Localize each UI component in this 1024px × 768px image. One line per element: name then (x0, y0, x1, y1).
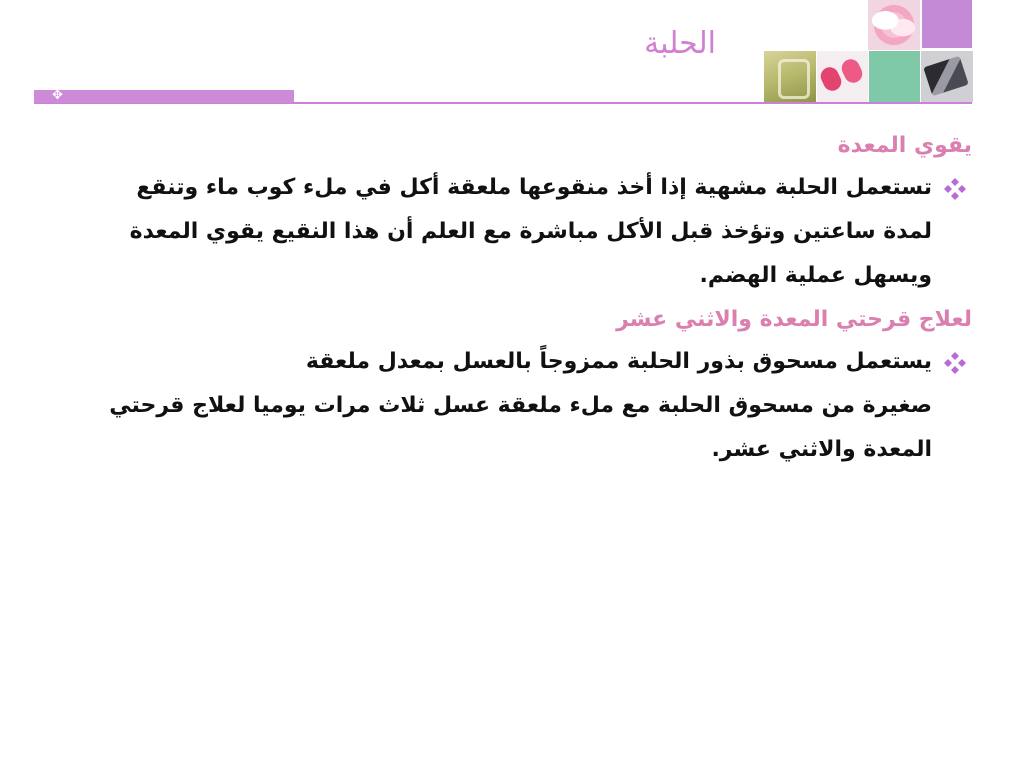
bar-marker-icon: ✥ (52, 88, 63, 103)
header-accent-bar (34, 90, 294, 103)
section-heading-stomach: يقوي المعدة (837, 133, 972, 158)
bullet-item-stomach (92, 166, 972, 298)
four-diamond-bullet-icon (942, 350, 968, 376)
section-heading-ulcer: لعلاج قرحتي المعدة والاثني عشر (616, 307, 972, 332)
perfume-photo-tile (764, 51, 816, 102)
green-color-tile (869, 51, 920, 102)
bullet-item-ulcer (92, 340, 972, 384)
purple-color-tile (922, 0, 972, 48)
slide-title: الحلبة (644, 26, 716, 61)
bullet-continuation-text: صغيرة من مسحوق الحلبة مع ملء ملعقة عسل ثلاث مرات يوميا لعلاج قرحتي المعدة والاثني عشر. (109, 393, 932, 462)
makeup-palette-photo-tile (921, 51, 973, 102)
bullet-text: تستعمل الحلبة مشهية إذا أخذ منقوعها ملعقة أكل في ملء كوب ماء وتنقع لمدة ساعتين وتؤخذ قبل الأكل مباشرة مع العلم أن هذا النقيع يقوي المعدة ويسهل عملية الهضم. (129, 175, 932, 288)
bullet-text: يستعمل مسحوق بذور الحلبة ممزوجاً بالعسل بمعدل ملعقة (305, 349, 932, 374)
flower-photo-tile (868, 0, 920, 50)
four-diamond-bullet-icon (942, 176, 968, 202)
slide-content (92, 126, 972, 472)
hair-rollers-photo-tile (817, 51, 868, 102)
